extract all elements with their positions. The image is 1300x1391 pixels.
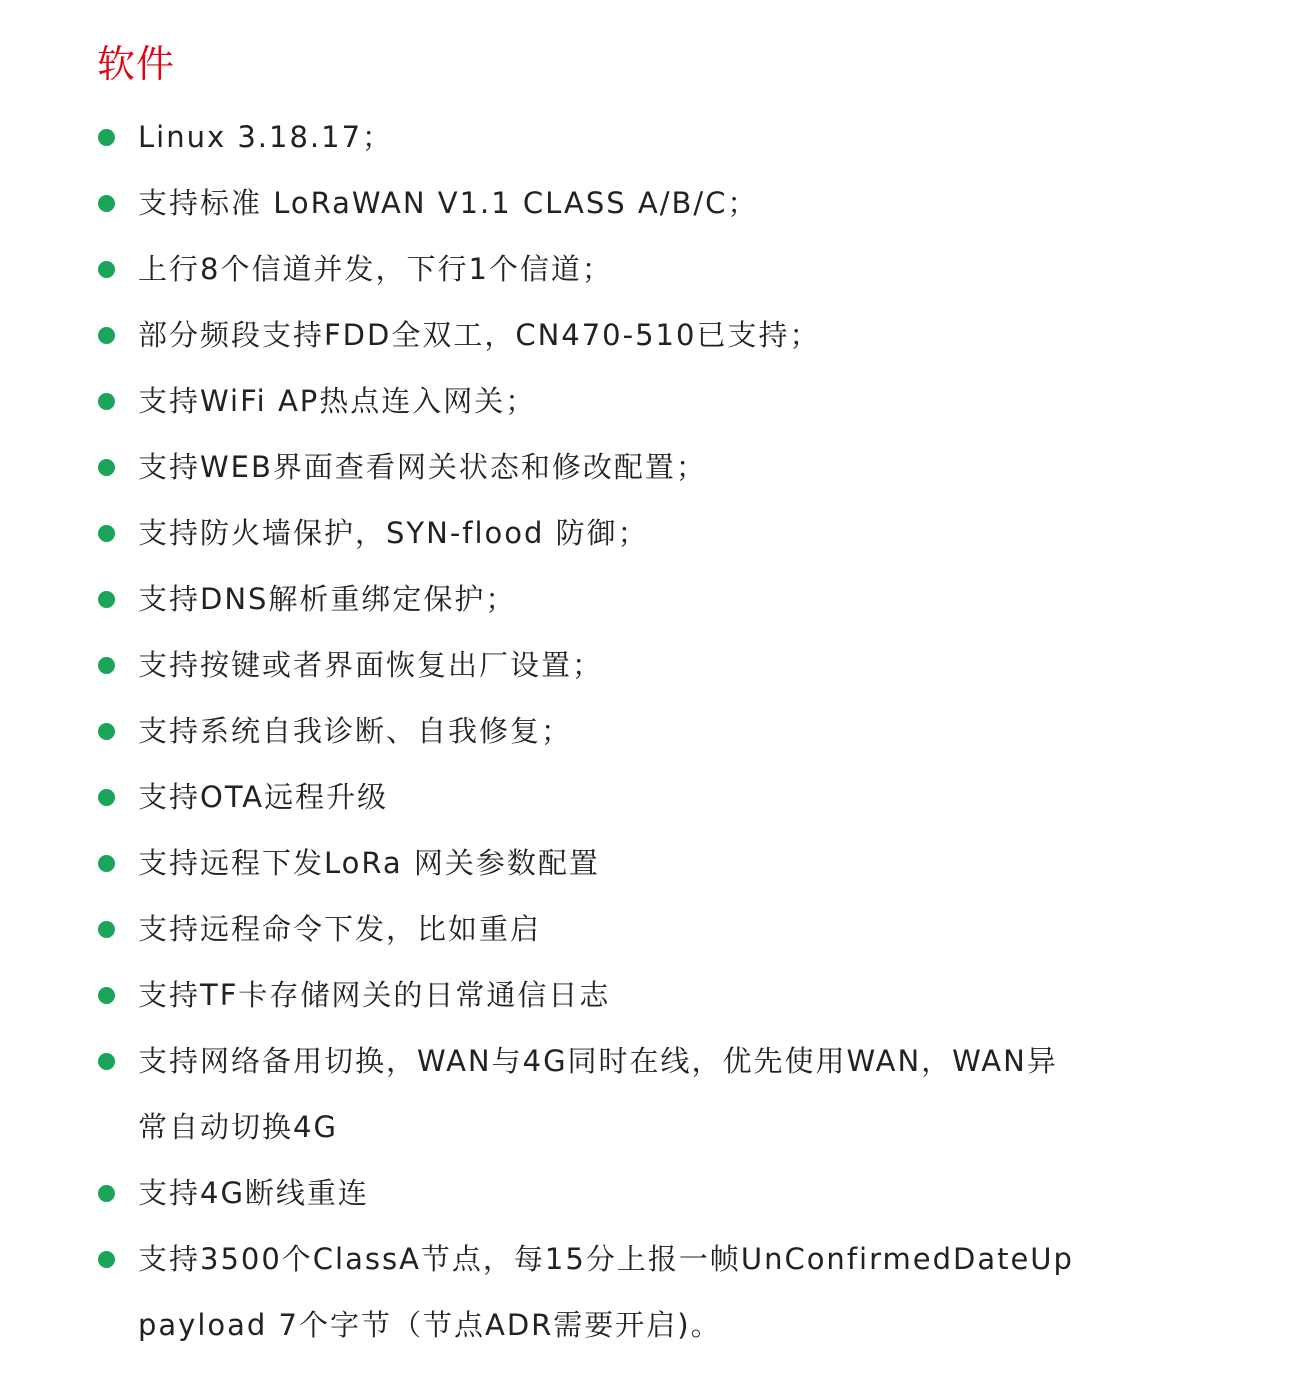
feature-text: 支持WiFi AP热点连入网关； <box>138 384 537 418</box>
list-item <box>0 566 1088 632</box>
bullet-dot-icon <box>98 195 115 212</box>
bullet-dot-icon <box>98 393 115 410</box>
list-item <box>0 104 1088 170</box>
feature-text: 支持远程下发LoRa 网关参数配置 <box>138 846 600 880</box>
bullet-dot-icon <box>98 459 115 476</box>
list-item <box>0 698 1088 764</box>
list-item <box>0 368 1088 434</box>
feature-text: 支持3500个ClassA节点，每15分上报一帧UnConfirmedDateUp payload 7个字节（节点ADR需要开启)。 <box>138 1242 1074 1342</box>
feature-text: 上行8个信道并发，下行1个信道； <box>138 252 613 286</box>
list-item <box>0 896 1088 962</box>
bullet-dot-icon <box>98 327 115 344</box>
list-item <box>0 1226 1088 1358</box>
list-item <box>0 632 1088 698</box>
list-item <box>0 302 1088 368</box>
feature-text: 部分频段支持FDD全双工，CN470-510已支持； <box>138 318 821 352</box>
list-item <box>0 962 1088 1028</box>
feature-text: 支持远程命令下发，比如重启 <box>138 912 542 946</box>
feature-text: 支持系统自我诊断、自我修复； <box>138 714 573 748</box>
bullet-dot-icon <box>98 987 115 1004</box>
list-item <box>0 434 1088 500</box>
bullet-dot-icon <box>98 591 115 608</box>
feature-list <box>0 104 1300 1358</box>
list-item <box>0 830 1088 896</box>
feature-text: 支持WEB界面查看网关状态和修改配置； <box>138 450 707 484</box>
feature-text: 支持标准 LoRaWAN V1.1 CLASS A/B/C； <box>138 186 759 220</box>
bullet-dot-icon <box>98 657 115 674</box>
bullet-dot-icon <box>98 129 115 146</box>
bullet-dot-icon <box>98 1251 115 1268</box>
feature-text: Linux 3.18.17； <box>138 120 394 154</box>
feature-text: 支持4G断线重连 <box>138 1176 369 1210</box>
feature-text: 支持OTA远程升级 <box>138 780 389 814</box>
list-item <box>0 764 1088 830</box>
feature-text: 支持TF卡存储网关的日常通信日志 <box>138 978 611 1012</box>
bullet-dot-icon <box>98 261 115 278</box>
feature-text: 支持网络备用切换，WAN与4G同时在线，优先使用WAN，WAN异常自动切换4G <box>138 1044 1058 1144</box>
list-item <box>0 1028 1088 1160</box>
bullet-dot-icon <box>98 1185 115 1202</box>
bullet-dot-icon <box>98 525 115 542</box>
bullet-dot-icon <box>98 855 115 872</box>
bullet-dot-icon <box>98 789 115 806</box>
section-title: 软件 <box>97 42 176 86</box>
feature-text: 支持防火墙保护，SYN-flood 防御； <box>138 516 649 550</box>
bullet-dot-icon <box>98 1053 115 1070</box>
feature-text: 支持DNS解析重绑定保护； <box>138 582 517 616</box>
bullet-dot-icon <box>98 921 115 938</box>
bullet-dot-icon <box>98 723 115 740</box>
list-item <box>0 500 1088 566</box>
list-item <box>0 236 1088 302</box>
list-item <box>0 170 1088 236</box>
list-item <box>0 1160 1088 1226</box>
feature-text: 支持按键或者界面恢复出厂设置； <box>138 648 604 682</box>
